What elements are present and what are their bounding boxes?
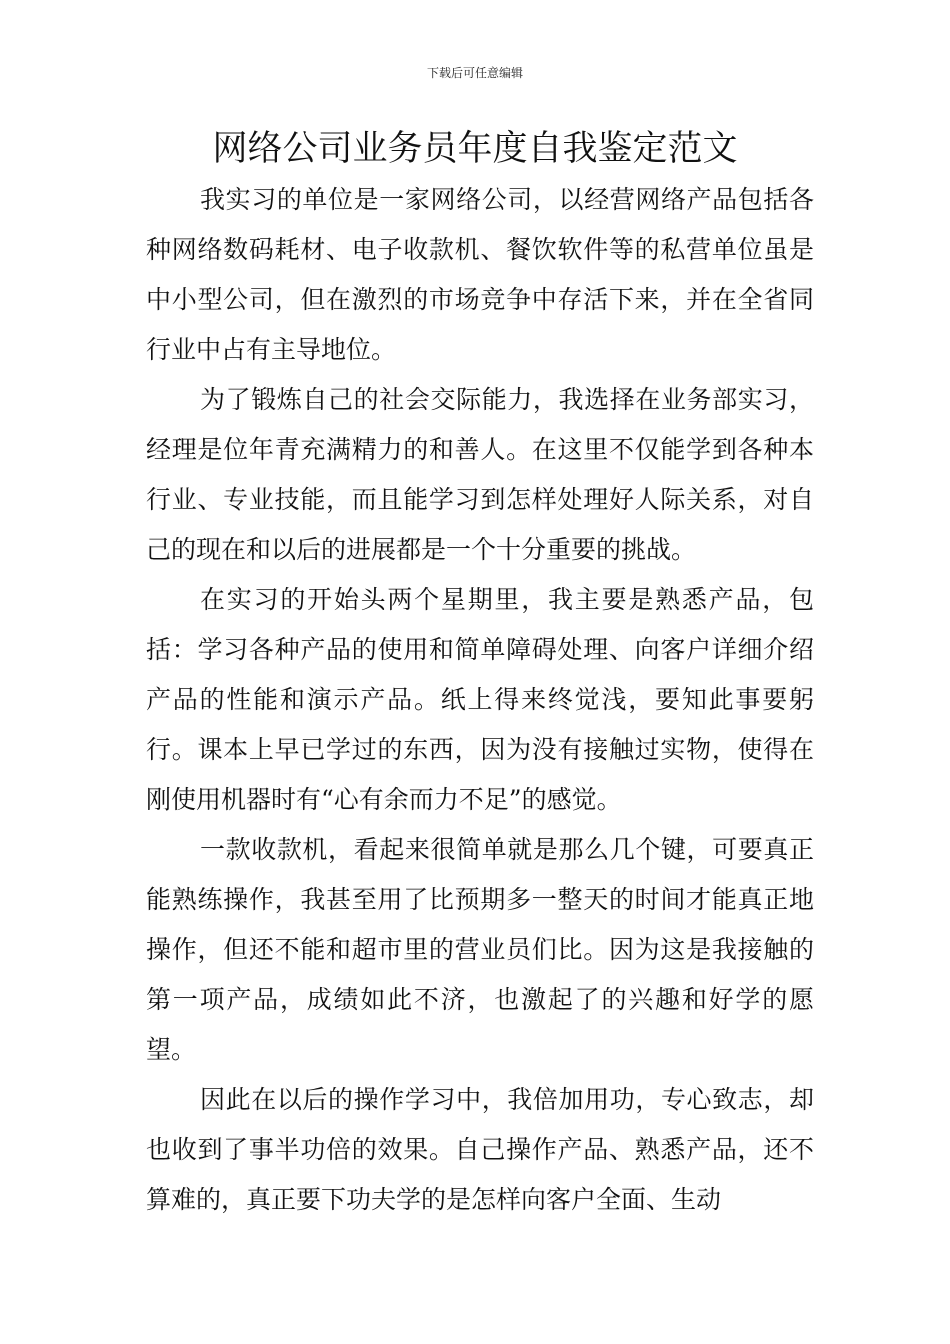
- document-title: 网络公司业务员年度自我鉴定范文: [212, 129, 738, 169]
- header-note: 下载后可任意编辑: [426, 66, 523, 80]
- document-body: [146, 175, 814, 1225]
- paragraph: 为了锻炼自己的社会交际能力，我选择在业务部实习，经理是位年青充满精力的和善人。在这里不仅能学到各种本行业、专业技能，而且能学习到怎样处理好人际关系，对自己的现在和以后的进展都是一个十分重要的挑战。: [146, 385, 814, 564]
- paragraph: 因此在以后的操作学习中，我倍加用功，专心致志，却也收到了事半功倍的效果。自己操作产品、熟悉产品，还不算难的，真正要下功夫学的是怎样向客户全面、生动: [146, 1085, 814, 1214]
- paragraph: 在实习的开始头两个星期里，我主要是熟悉产品，包括：学习各种产品的使用和简单障碍处理、向客户详细介绍产品的性能和演示产品。纸上得来终觉浅，要知此事要躬行。课本上早已学过的东西，因为没有接触过实物，使得在刚使用机器时有“心有余而力不足”的感觉。: [146, 585, 814, 814]
- paragraph: 我实习的单位是一家网络公司，以经营网络产品包括各种网络数码耗材、电子收款机、餐饮软件等的私营单位虽是中小型公司，但在激烈的市场竞争中存活下来，并在全省同行业中占有主导地位。: [146, 185, 814, 364]
- paragraph: 一款收款机，看起来很简单就是那么几个键，可要真正能熟练操作，我甚至用了比预期多一整天的时间才能真正地操作，但还不能和超市里的营业员们比。因为这是我接触的第一项产品，成绩如此不济，也激起了的兴趣和好学的愿望。: [146, 835, 814, 1064]
